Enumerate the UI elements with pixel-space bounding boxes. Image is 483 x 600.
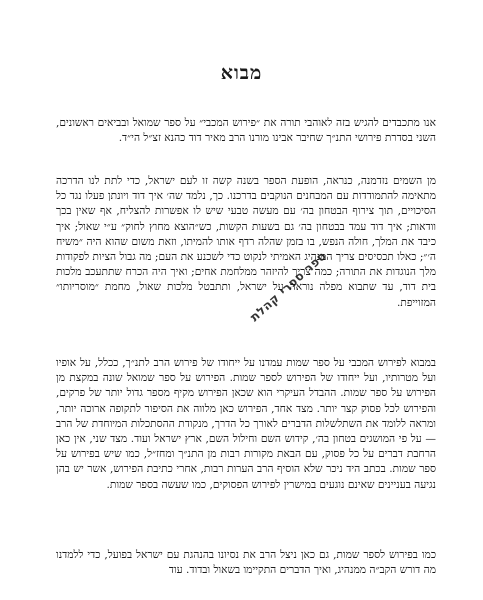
paragraph-preface-shemot: במבוא לפירוש המכבי על ספר שמות עמדנו על ייחודו של פירוש הרב לתנ״ך, ככלל, על אופיו ועל מטרותיו, ועל ייחודו של הפירוש לספר שמות. הפירוש על ספר שמואל שונה במקצת מן הפירוש על ספר שמות. ההבדל העיקרי הוא שכאן הפירוש מקיף מספר גדול יותר של פרקים, והפירוש לכל פסוק קצר יותר. מצד אחד, הפירוש כאן מלווה את הסיפור לתקופה ארוכה יותר, ומראה ללומד את השתלשלות הדברים לאורך כל הדרך, מנקודת ההסתכלות המיוחדת של הרב — על פי המושגים בטחון בה׳, קידוש השם וחילול השם, ארץ ישראל ועוד. מצד שני, אין כאן הרחבת דברים על כל פסוק, עם הבאת מקורות רבות מן התנ״ך ומחז״ל, כמו שיש בפירוש על ספר שמות. בכתב היד ניכר שלא הוסיף הרב הערות רבות, אחרי כתיבת הפירוש, אשר יש בהן נגיעה בעניינים שאינם נוגעים במישרין לפירוש הפסוקים, כמו שעשה בספר שמות.	[56, 357, 436, 491]
paragraph-intro: אנו מתכבדים להגיש בזה לאוהבי תורה את ״פירוש המכבי״ על ספר שמואל ובביאים ראשונים, השני בסדרת פירושי התנ״ך שחיבר אבינו מורנו הרב מאיר דוד כהנא זצ״ל הי״ד.	[56, 117, 436, 145]
paragraph-leadership: כמו בפירוש לספר שמות, גם כאן ניצל הרב את נסיונו בהנהגת עם ישראל בפועל, כדי ללמדנו מה דורש הקב״ה ממנהיג, ואיך הדברים התקיימו בשאול ובדוד. עוד	[56, 549, 436, 577]
paragraph-heaven: מן השמים נזדמנה, כנראה, הופעת הספר בשנה קשה זו לעם ישראל, כדי לתת לנו הדרכה מתאימה להתמודדות עם המבחנים הנוקבים בדרכנו. כך, נלמד שה׳ איך דוד ויונתן פעלו נגד כל הסיכויים, תוך צירוף הבטחון בה׳ עם מעשה טבעי שיש לו אפשרות להצליח, אף שאין בכך וודאות; איך דוד עמד בבטחון בה׳ גם בשעות הקשות, כש״הוצא מחוץ לחוק״ ע״י שאול; איך כיבד את המלך, חולה הנפש, בו בזמן שהלה רדף אותו להמיתו, וזאת משום שהוא היה ״משיח ה׳״; כאלו תכסיסים צריך המנהיג האמיתי לנקוט כדי לשכנע את העם; מה גבול הציות לפקודות מלך הנוגדות את התורה; כמה צריך להיזהר ממלחמת אחים; ואיך היה הכרח שתתעכב מלכות בית דוד, עד שתבוא מפלה נוראה על ישראל, ותתבטל מלכות שאול, מחמת ״מוסריותו״ המזוייפת.	[56, 175, 436, 309]
library-stamp: ספר ספרי קהלת	[247, 248, 330, 325]
page-title: מבוא	[220, 62, 263, 84]
